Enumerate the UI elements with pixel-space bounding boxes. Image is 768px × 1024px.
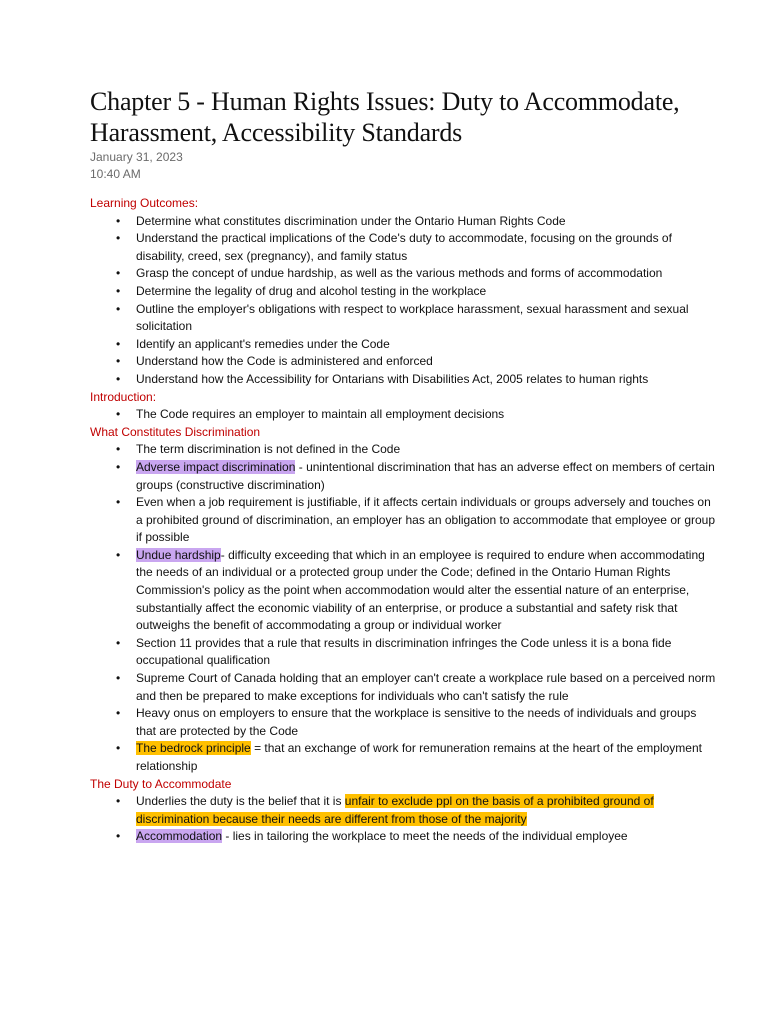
list-item: • Grasp the concept of undue hardship, as well as the various methods and forms of accommodation [90, 265, 718, 283]
note-time: 10:40 AM [90, 167, 141, 181]
highlighted-term: The bedrock principle [136, 741, 251, 756]
list-item [90, 793, 718, 828]
list-item: • Understand how the Code is administered and enforced [90, 353, 718, 371]
list-item: • Supreme Court of Canada holding that an employer can't create a workplace rule based on a perceived norm and then be prepared to make exceptions for individuals who can't satisfy the rule [90, 670, 718, 705]
definition-text: - difficulty exceeding that which in an employee is required to endure when accommodating the needs of an individual or a protected group under the Code; defined in the Ontario Human Rights Commission's policy as the point when accommodation would alter the essential nature of an enterprise, substantially affect the economic viability of an enterprise, or produce a substantial and safety risk that outweighs the benefit of accommodating a group or individual worker [136, 547, 705, 633]
learning-outcomes-list [90, 213, 718, 389]
definition-text: - unintentional discrimination that has an adverse effect on members of certain groups (constructive discrimination) [136, 459, 715, 492]
highlighted-term: Undue hardship [136, 547, 221, 562]
list-item: • Determine what constitutes discrimination under the Ontario Human Rights Code [90, 213, 718, 231]
list-item: • Outline the employer's obligations with respect to workplace harassment, sexual harassment and sexual solicitation [90, 301, 718, 336]
list-item: • Determine the legality of drug and alcohol testing in the workplace [90, 283, 718, 301]
note-body [90, 195, 718, 846]
list-item: • The term discrimination is not defined in the Code [90, 441, 718, 459]
definition-text: = that an exchange of work for remuneration remains at the heart of the employment relationship [136, 741, 702, 773]
list-item: • Heavy onus on employers to ensure that the workplace is sensitive to the needs of individuals and groups that are protected by the Code [90, 705, 718, 740]
list-item: • Identify an applicant's remedies under the Code [90, 336, 718, 354]
list-item: • Understand how the Accessibility for Ontarians with Disabilities Act, 2005 relates to human rights [90, 371, 718, 389]
list-item: • Understand the practical implications of the Code's duty to accommodate, focusing on the grounds of disability, creed, sex (pregnancy), and family status [90, 230, 718, 265]
discrimination-heading: What Constitutes Discrimination [90, 424, 261, 439]
duty-list [90, 793, 718, 846]
highlighted-term: Accommodation [136, 829, 223, 844]
list-item: • Even when a job requirement is justifiable, if it affects certain individuals or groups adversely and touches on a prohibited ground of discrimination, an employer has an obligation to accommodate that employee or group if possible [90, 494, 718, 547]
introduction-list [90, 406, 718, 424]
highlighted-text: unfair to exclude ppl on the basis of a prohibited ground of discrimination because their needs are different from those of the majority [136, 794, 654, 826]
duty-heading: The Duty to Accommodate [90, 776, 232, 791]
highlighted-term: Adverse impact discrimination [136, 459, 296, 474]
item-text: Underlies the duty is the belief that it is [136, 794, 345, 809]
list-item [90, 740, 718, 775]
list-item: • Section 11 provides that a rule that results in discrimination infringes the Code unless it is a bona fide occupational qualification [90, 635, 718, 670]
list-item [90, 547, 718, 635]
list-item: • The Code requires an employer to maintain all employment decisions [90, 406, 718, 424]
learning-outcomes-heading: Learning Outcomes: [90, 196, 199, 210]
definition-text: - lies in tailoring the workplace to meet the needs of the individual employee [222, 829, 628, 844]
list-item [90, 828, 718, 846]
introduction-heading: Introduction: [90, 389, 157, 404]
discrimination-list [90, 441, 718, 775]
note-date: January 31, 2023 [90, 150, 183, 164]
page-title: Chapter 5 - Human Rights Issues: Duty to Accommodate, Harassment, Accessibility Standards [90, 87, 680, 147]
list-item [90, 459, 718, 494]
